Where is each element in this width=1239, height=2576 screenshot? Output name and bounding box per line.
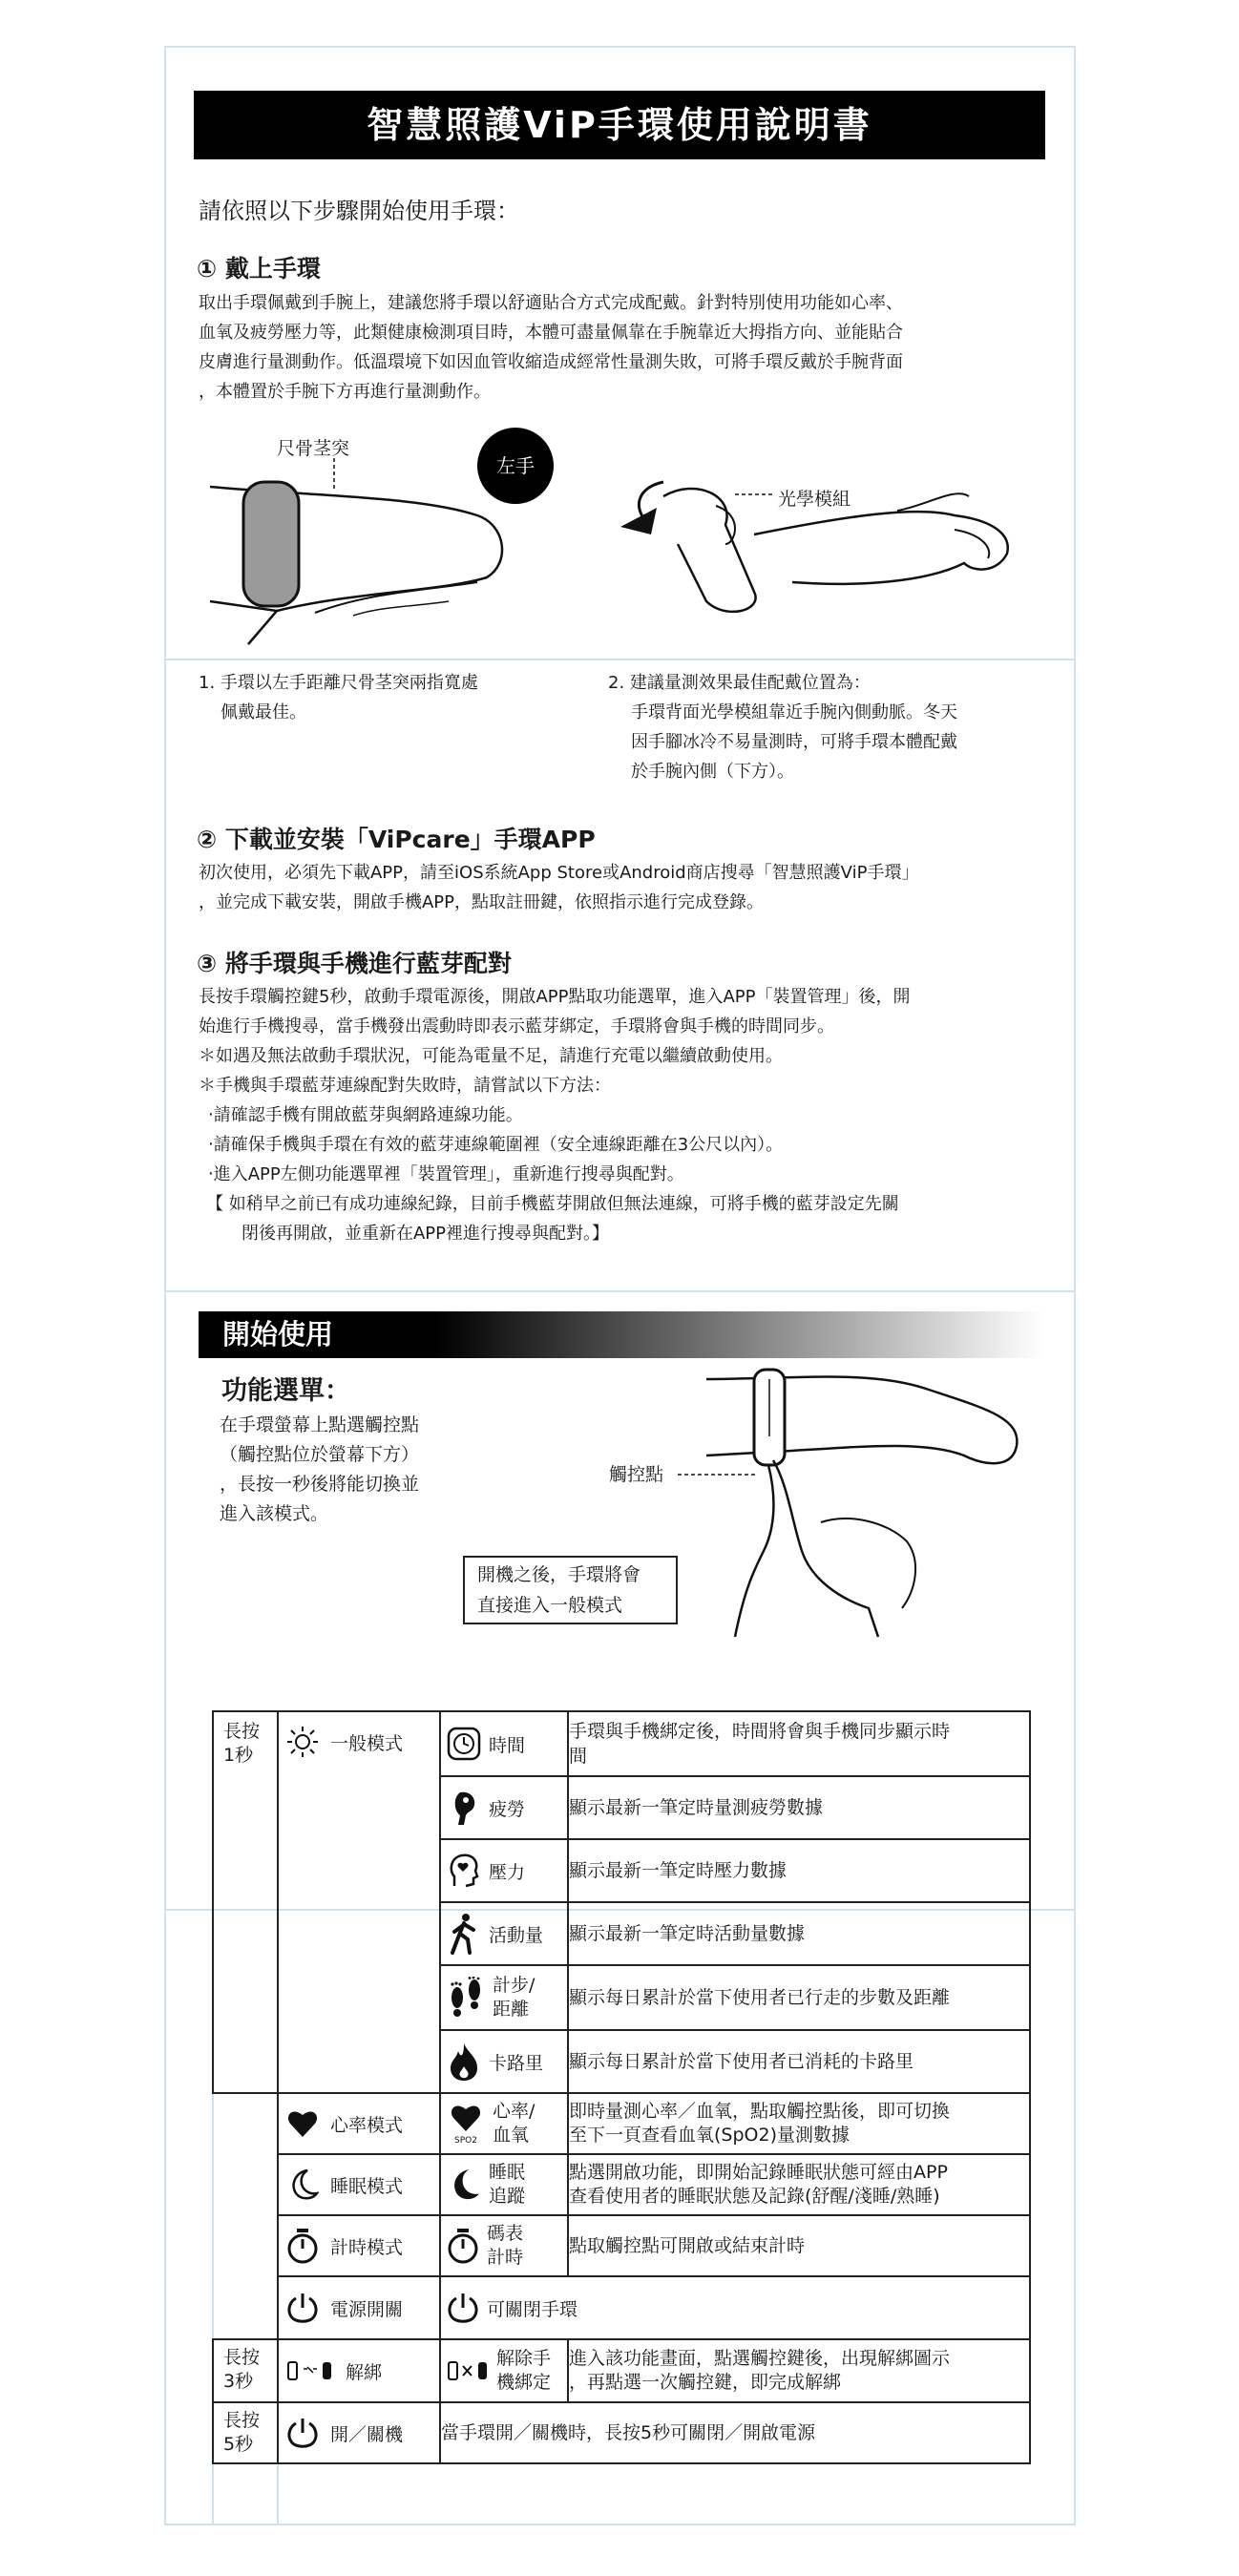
power-icon	[447, 2292, 479, 2324]
section3-body: 長按手環觸控鍵5秒，啟動手環電源後，開啟APP點取功能選單，進入APP「裝置管理」後，開 始進行手機搜尋，當手機發出震動時即表示藍芽綁定，手環將會與手機的時間同步。 ＊如遇及無法啟動手環狀況，可能為電量不足，請進行充電以繼續啟動使用。 ＊手機與手環藍芽連線配對失敗時，請嘗試以下方法： ‧請確認手機有開啟藍芽與網路連線功能。 ‧請確保手機與手環在有效的藍芽連線範圍裡（安全連線距離在3公尺以內）。 ‧進入APP左側功能選單裡「裝置管理」，重新進行搜尋與配對。 【 如稍早之前已有成功連線紀錄，目前手機藍芽開啟但無法連線，可將手機的藍芽設定先關 閉後再開啟，並重新在APP裡進行搜尋與配對。】	[199, 987, 911, 1244]
heart-spo2-icon	[447, 2103, 485, 2145]
steps-func: 計步/ 距離	[440, 1965, 568, 2030]
walking-icon	[447, 1913, 481, 1955]
power-icon	[286, 2417, 319, 2449]
unbind-mode-cell: 解綁	[278, 2339, 440, 2402]
stopwatch-icon	[447, 2228, 479, 2264]
heart-func: SPO2 心率/ 血氧	[440, 2093, 568, 2154]
unbind-icon	[286, 2359, 334, 2382]
moon-outline-icon	[286, 2168, 319, 2201]
fatigue-icon	[447, 1789, 481, 1827]
time-desc: 手環與手機綁定後，時間將會與手機同步顯示時 間	[568, 1711, 1030, 1776]
menu-title: 功能選單：	[221, 1376, 350, 1406]
heart-mode-cell: 心率模式	[278, 2093, 440, 2154]
general-mode-cell	[278, 1711, 440, 2093]
sleep-func: 睡眠 追蹤	[440, 2154, 568, 2215]
touch-point-label: 觸控點	[609, 1464, 664, 1485]
flame-icon	[447, 2042, 481, 2082]
heart-desc: 即時量測心率／血氧，點取觸控點後，即可切換 至下一頁查看血氧(SpO2)量測數據	[568, 2093, 1030, 2154]
left-hand-badge: 左手	[477, 428, 554, 504]
stress-desc: 顯示最新一筆定時壓力數據	[568, 1839, 1030, 1902]
page-title: 智慧照護ViP手環使用說明書	[194, 91, 1045, 159]
time-func: 時間	[440, 1711, 568, 1776]
section1-heading: ① 戴上手環	[197, 255, 321, 283]
moon-icon	[447, 2168, 481, 2202]
note-1: 1. 手環以左手距離尺骨茎突兩指寬處 佩戴最佳。	[199, 673, 478, 723]
unlink-icon	[447, 2359, 489, 2382]
startup-callout: 開機之後，手環將會 直接進入一般模式	[463, 1556, 678, 1624]
activity-desc: 顯示最新一筆定時活動量數據	[568, 1902, 1030, 1965]
fatigue-func: 疲勞	[440, 1776, 568, 1839]
unbind-desc: 進入該功能畫面，點選觸控鍵後，出現解綁圖示 ，再點選一次觸控鍵，即完成解綁	[568, 2339, 1030, 2402]
start-heading: 開始使用	[199, 1311, 1043, 1358]
function-table	[212, 1710, 1031, 2464]
long-press-1s: 長按 1秒	[213, 1711, 278, 2093]
steps-desc: 顯示每日累計於當下使用者已行走的步數及距離	[568, 1965, 1030, 2030]
section2-body: 初次使用，必須先下載APP，請至iOS系統App Store或Android商店搜尋「智慧照護ViP手環」 ，並完成下載安裝，開啟手機APP，點取註冊鍵，依照指示進行完成登錄。	[199, 863, 919, 912]
power-icon	[286, 2292, 319, 2324]
general-mode-label: 一般模式	[330, 1732, 404, 1754]
optical-module-label: 光學模組	[778, 489, 851, 510]
footprints-icon	[447, 1977, 485, 2019]
touch-point-illustration	[678, 1360, 1031, 1642]
ulna-label: 尺骨茎突	[277, 438, 350, 459]
intro-text: 請依照以下步驟開始使用手環：	[199, 198, 519, 224]
sleep-mode-cell: 睡眠模式	[278, 2154, 440, 2215]
divider	[164, 1290, 1076, 1292]
stopwatch-icon	[286, 2228, 319, 2264]
divider	[164, 659, 1076, 660]
menu-instructions: 在手環螢幕上點選觸控點 （觸控點位於螢幕下方） ，長按一秒後將能切換並 進入該模式。	[220, 1414, 420, 1524]
calories-desc: 顯示每日累計於當下使用者已消耗的卡路里	[568, 2030, 1030, 2093]
section1-body: 取出手環佩戴到手腕上，建議您將手環以舒適貼合方式完成配戴。針對特別使用功能如心率、 血氧及疲勞壓力等，此類健康檢測項目時，本體可盡量佩靠在手腕靠近大拇指方向、並能貼合 皮膚進行量測動作。低溫環境下如因血管收縮造成經常性量測失敗，可將手環反戴於手腕背面 ，本體置於手腕下方再進行量測動作。	[199, 293, 903, 402]
note-2: 2. 建議量測效果最佳配戴位置為： 手環背面光學模組靠近手腕內側動脈。冬天 因手腳冰冷不易量測時，可將手環本體配戴 於手腕內側（下方）。	[608, 673, 957, 782]
svg-text:SPO2: SPO2	[454, 2136, 477, 2145]
unbind-func: 解除手 機綁定	[440, 2339, 568, 2402]
section3-heading: ③ 將手環與手機進行藍芽配對	[197, 950, 512, 977]
timer-desc: 點取觸控點可開啟或結束計時	[568, 2215, 1030, 2276]
power-desc-cell: 可關閉手環	[440, 2276, 1030, 2339]
long-press-3s: 長按 3秒	[213, 2339, 278, 2402]
onoff-desc: 當手環開／關機時，長按5秒可關閉／開啟電源	[440, 2402, 1030, 2463]
wrist-wearing-illustration	[200, 458, 515, 649]
sleep-desc: 點選開啟功能，即開始記錄睡眠狀態可經由APP 查看使用者的睡眠狀態及記錄(舒醒/淺睡/熟睡)	[568, 2154, 1030, 2215]
timer-func: 碼表 計時	[440, 2215, 568, 2276]
clock-icon	[447, 1727, 481, 1761]
timer-mode-cell: 計時模式	[278, 2215, 440, 2276]
section2-heading: ② 下載並安裝「ViPcare」手環APP	[197, 826, 596, 853]
long-press-5s: 長按 5秒	[213, 2402, 278, 2463]
stress-func: 壓力	[440, 1839, 568, 1902]
power-mode-cell: 電源開關	[278, 2276, 440, 2339]
fatigue-desc: 顯示最新一筆定時量測疲勞數據	[568, 1776, 1030, 1839]
onoff-mode-cell: 開／關機	[278, 2402, 440, 2463]
activity-func: 活動量	[440, 1902, 568, 1965]
calories-func: 卡路里	[440, 2030, 568, 2093]
sun-icon	[286, 1726, 319, 1758]
heart-icon	[286, 2108, 319, 2139]
stress-head-icon	[447, 1852, 481, 1890]
